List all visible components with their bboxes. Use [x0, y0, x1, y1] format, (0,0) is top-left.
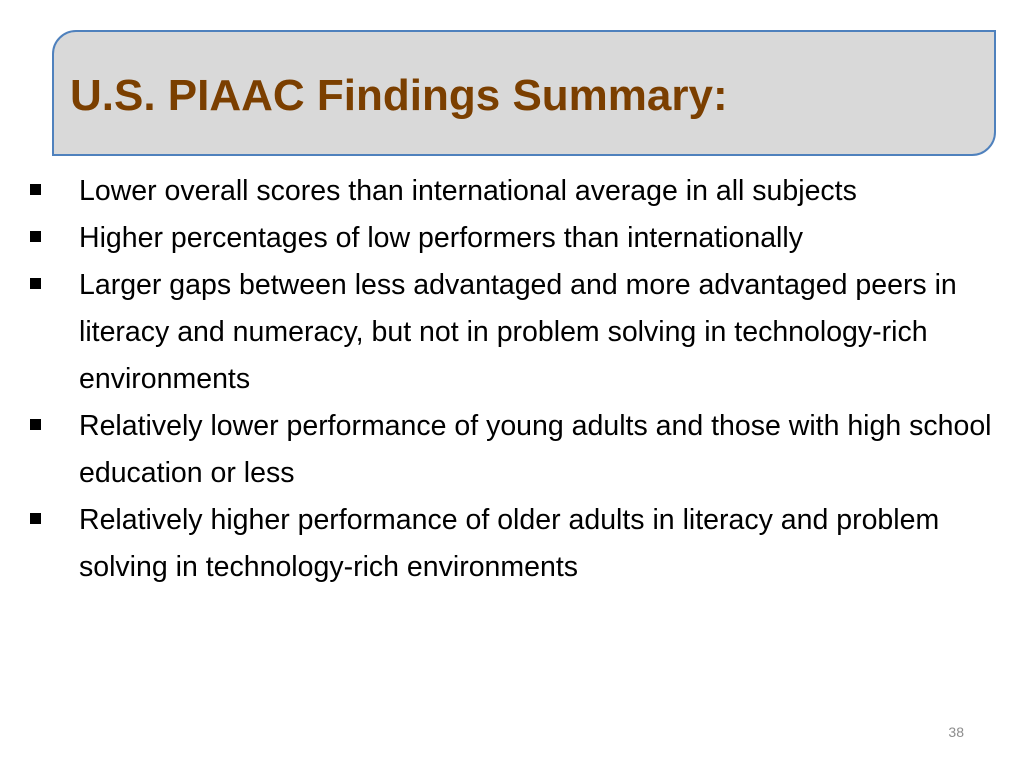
page-number: 38	[948, 724, 964, 740]
bullet-text: Relatively higher performance of older adults in literacy and problem solving in technology-rich environments	[79, 504, 940, 583]
square-bullet-icon	[30, 184, 41, 195]
square-bullet-icon	[30, 231, 41, 242]
bullet-text: Lower overall scores than international average in all subjects	[79, 175, 857, 207]
bullet-text: Higher percentages of low performers than internationally	[79, 222, 803, 254]
title-box	[52, 30, 996, 156]
square-bullet-icon	[30, 513, 41, 524]
bullet-list	[0, 168, 1000, 591]
bullet-item	[0, 262, 1000, 403]
slide-title: U.S. PIAAC Findings Summary:	[70, 71, 728, 120]
bullet-item	[0, 215, 1000, 262]
bullet-item	[0, 403, 1000, 497]
square-bullet-icon	[30, 419, 41, 430]
square-bullet-icon	[30, 278, 41, 289]
bullet-item	[0, 497, 1000, 591]
bullet-item	[0, 168, 1000, 215]
bullet-text: Relatively lower performance of young adults and those with high school education or less	[79, 410, 992, 489]
bullet-text: Larger gaps between less advantaged and more advantaged peers in literacy and numeracy, but not in problem solving in technology-rich environments	[79, 269, 957, 395]
